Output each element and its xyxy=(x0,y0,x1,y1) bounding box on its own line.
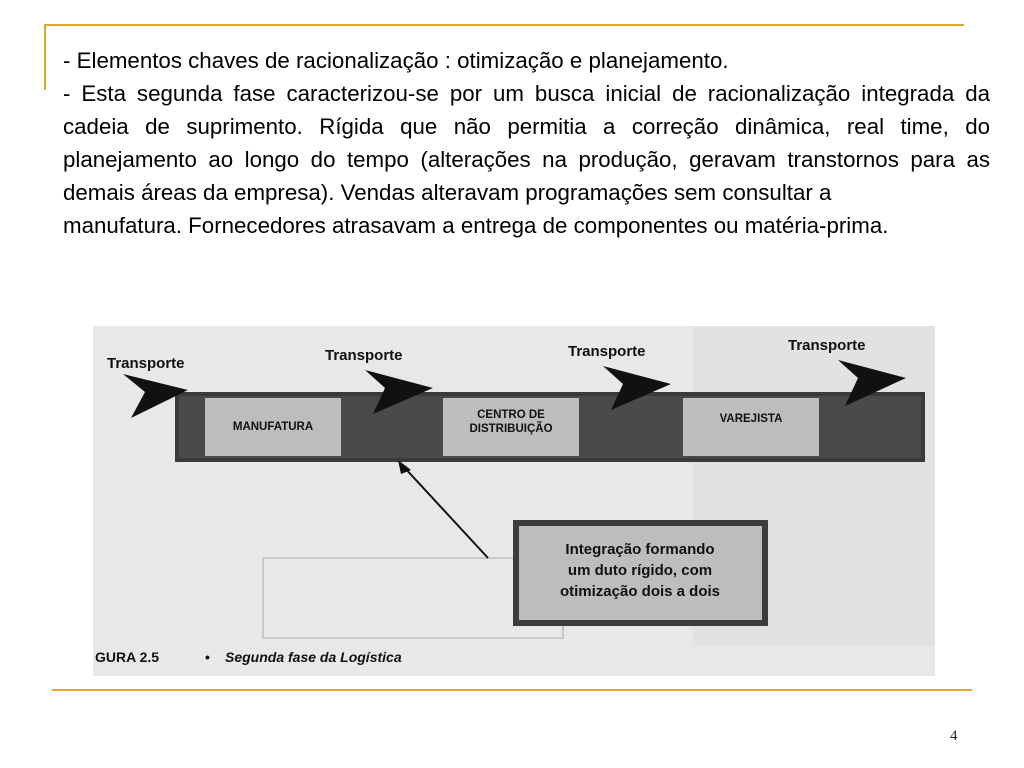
retail-box xyxy=(683,398,819,456)
callout-line-3: otimização dois a dois xyxy=(559,583,721,600)
bullet-second-phase: - Esta segunda fase caracterizou-se por um busca inicial de racionalização integrada da cadeia de suprimento. Rígida que não permitia a correção dinâmica, real time, do planejamento ao longo do tempo (alterações na produção, geravam transtornos para as demais áreas da empresa). Vendas alteravam programações sem consultar a xyxy=(63,81,990,205)
distribution-label-line1: CENTRO DE xyxy=(477,409,545,421)
callout-line-1: Integração formando xyxy=(565,541,715,558)
bullet-second-phase-end: manufatura. Fornecedores atrasavam a entrega de componentes ou matéria-prima. xyxy=(63,213,889,238)
callout-box xyxy=(513,520,768,626)
transport-label-3: Transporte xyxy=(568,343,646,360)
transport-label-4: Transporte xyxy=(788,337,866,354)
logistics-figure xyxy=(93,326,935,676)
top-rule xyxy=(44,24,964,26)
left-rule xyxy=(44,24,46,90)
page-number: 4 xyxy=(950,728,958,744)
caption-text: Segunda fase da Logística xyxy=(225,649,402,665)
transport-label-1: Transporte xyxy=(107,355,185,372)
caption-number: GURA 2.5 xyxy=(95,649,160,665)
retail-label: VAREJISTA xyxy=(719,413,783,425)
manufatura-label: MANUFATURA xyxy=(232,421,314,433)
transport-label-2: Transporte xyxy=(325,347,403,364)
bullet-key-elements: - Elementos chaves de racionalização : otimização e planejamento. xyxy=(63,48,729,73)
caption-bullet: • xyxy=(205,649,210,665)
bottom-rule xyxy=(52,689,972,691)
distribution-label-line2: DISTRIBUIÇÃO xyxy=(469,423,553,435)
slide-body xyxy=(63,44,990,242)
callout-line-2: um duto rígido, com xyxy=(567,562,713,579)
